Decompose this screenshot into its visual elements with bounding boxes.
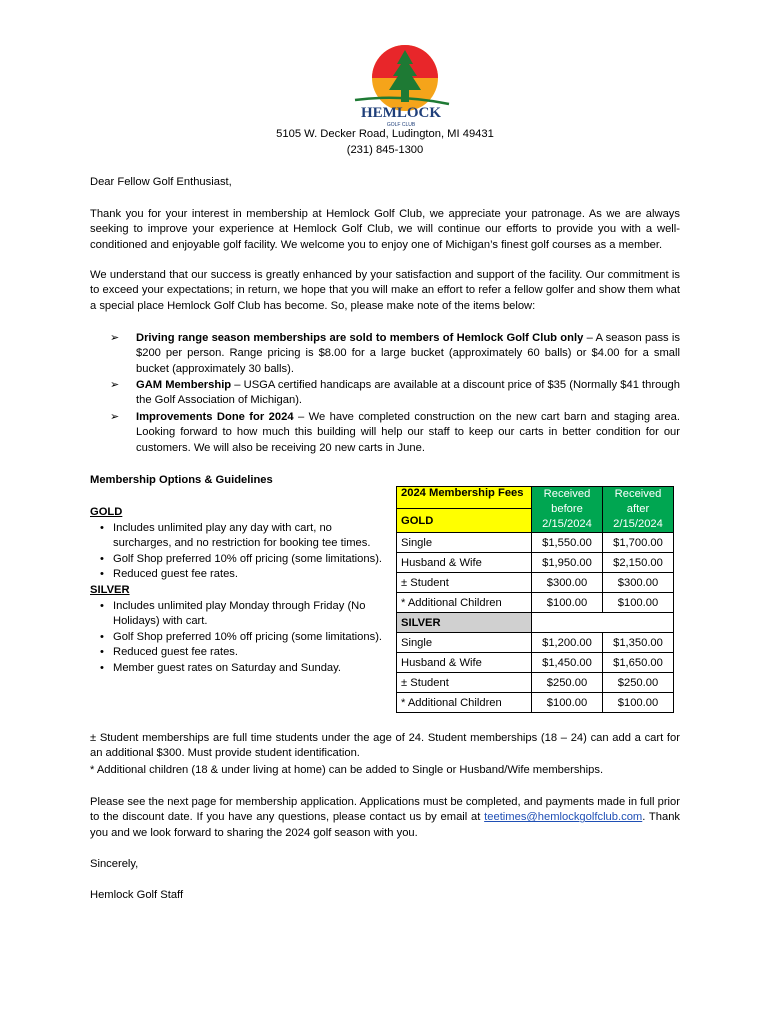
list-item: • Golf Shop preferred 10% off pricing (some limitations). (100, 552, 383, 565)
arrow-bullet-icon: ➢ (110, 332, 120, 344)
before-date-header: Received before 2/15/2024 (532, 487, 603, 533)
phone-line: (231) 845-1300 (346, 144, 424, 156)
letter-page: HEMLOCK GOLF CLUB 5105 W. Decker Road, Ludington, MI 49431 (231) 845-1300 Dear Fellow Golf Enthusiast, Thank you for your interest in membership at Hemlock Golf Club, we appreciate your patronage. As we are always seeking to improve your experience at Hemlock Golf Club, we will continue our efforts to provide you with a well-conditioned and enjoyable golf facility. We welcome you to enjoy one of Michigan’s finest golf courses as a member. We understand that our success is greatly enhanced by your satisfaction and support of the facility. Our commitment is to exceed your expectations; in return, we hope that you will make an effort to refer a fellow golfer and show them what a special place Hemlock Golf Club has become. So, please make note of the items below: ➢ Driving range season memberships are sold to members of Hemlock Golf Club only – A season pass is $200 per person. Range pricing is $8.00 for a large bucket (approximately 60 balls) or $4.00 for a small bucket (approximately 30 balls). ➢ GAM Membership – USGA certified handicaps are available at a discount price of $35 (Normally $41 through the Golf Association of Michigan). ➢ Improvements Done for 2024 – We have completed construction on the new cart barn and staging area. Looking forward to how much this building will help our staff to keep our carts in better condition for our customers. We will also be receiving 20 new carts in June. Membership Options & Guidelines GOLD • Includes unlimited play any day with cart, no surcharges, and no restriction for booking tee times. • Golf Shop preferred 10% off pricing (some limitations). • Reduced guest fee rates. SILVER • Includes unlimited play Monday through Friday (No Holidays) with cart. • Golf Shop preferred 10% off pricing (some limitations). • Reduced guest fee rates. • Member guest rates on Saturday and Sunday. 2024 Membership Fees Received before 2/15/2024 Received after 2/15/2024 GOLD Single $1,550.00 $1,700.00 Husband & Wife $1,950.00 $2,150.00 ± Student $300.00 $300.00 * Additional Children $100.00 $100.00 SILVER Single $1,200.00 $1,350.00 Husband & Wife $1,450.00 $1,650.00 ± Student $250.00 $250.00 * Additional Children $100.00 $100.00 ± Student memberships are full time students under the age of 24. Student memberships (18 – 24) can add a cart for an additional $300. Must provide student identification. * Additional children (18 & under living at home) can be added to Single or Husband/Wife memberships. Please see the next page for membership application. Applications must be completed, and payments made in full prior to the discount date. If you have any questions, please contact us by email at teetimes@hemlockgolfclub.com. Thank you and we look forward to sharing the 2024 golf season with you. Sincerely, Hemlock Golf Staff (0, 0, 770, 1024)
list-item: • Reduced guest fee rates. (100, 646, 239, 659)
address-line: 5105 W. Decker Road, Ludington, MI 49431 (276, 128, 494, 140)
table-row: Single $1,200.00 $1,350.00 (397, 633, 674, 653)
list-item: • Includes unlimited play any day with cart, no surcharges, and no restriction for booking tee times. (100, 521, 371, 550)
logo-wordmark: HEMLOCK (360, 105, 442, 121)
children-note: * Additional children (18 & under living at home) can be added to Single or Husband/Wife memberships. (90, 764, 604, 776)
after-date-header: Received after 2/15/2024 (603, 487, 674, 533)
gold-section (90, 505, 390, 677)
arrow-bullet-icon: ➢ (110, 379, 120, 391)
signoff: Sincerely, (90, 858, 139, 870)
student-note: ± Student memberships are full time students under the age of 24. Student memberships (18 – 24) can add a cart for an additional $300. Must provide student identification. (90, 732, 680, 760)
silver-label: SILVER (397, 613, 532, 633)
membership-fees-table (396, 486, 674, 713)
list-item: • Member guest rates on Saturday and Sunday. (100, 661, 342, 674)
table-row: * Additional Children $100.00 $100.00 (397, 693, 674, 713)
greeting: Dear Fellow Golf Enthusiast, (90, 176, 232, 188)
hemlock-logo (345, 42, 457, 128)
membership-title: Membership Options & Guidelines (90, 474, 273, 486)
table-row: Single $1,550.00 $1,700.00 (397, 533, 674, 553)
table-row: Husband & Wife $1,950.00 $2,150.00 (397, 553, 674, 573)
silver-title: SILVER (90, 583, 130, 596)
signature: Hemlock Golf Staff (90, 889, 184, 901)
list-item: • Reduced guest fee rates. (100, 568, 239, 581)
gold-title: GOLD (90, 506, 123, 518)
arrow-bullet-icon: ➢ (110, 411, 120, 423)
email-link[interactable]: teetimes@hemlockgolfclub.com (484, 811, 643, 824)
closing-paragraph: Please see the next page for membership application. Applications must be completed, and payments made in full prior to the discount date. If you have any questions, please contact us by email at teetimes@hemlockgolfclub.com. Thank you and we look forward to sharing the 2024 golf season with you. (90, 796, 681, 839)
gold-label: GOLD (397, 509, 532, 533)
commitment-paragraph: We understand that our success is greatly enhanced by your satisfaction and support of the facility. Our commitment is to exceed your expectations; in return, we hope that you will make an effort to refer a fellow golfer and show them what a special place Hemlock Golf Club has become. So, please make note of the items below: (90, 269, 680, 312)
svg-text:GOLF CLUB: GOLF CLUB (386, 122, 416, 128)
table-row: ± Student $300.00 $300.00 (397, 573, 674, 593)
table-row: ± Student $250.00 $250.00 (397, 673, 674, 693)
table-header: 2024 Membership Fees (397, 487, 532, 509)
list-item: • Includes unlimited play Monday through Friday (No Holidays) with cart. (100, 599, 366, 628)
list-item: • Golf Shop preferred 10% off pricing (some limitations). (100, 630, 383, 643)
table-row: * Additional Children $100.00 $100.00 (397, 593, 674, 613)
intro-paragraph: Thank you for your interest in membership at Hemlock Golf Club, we appreciate your patronage. As we are always seeking to improve your experience at Hemlock Golf Club, we will continue our efforts to provide you with a well-conditioned and enjoyable golf facility. We welcome you to enjoy one of Michigan’s finest golf courses as a member. (90, 208, 680, 251)
table-row: Husband & Wife $1,450.00 $1,650.00 (397, 653, 674, 673)
